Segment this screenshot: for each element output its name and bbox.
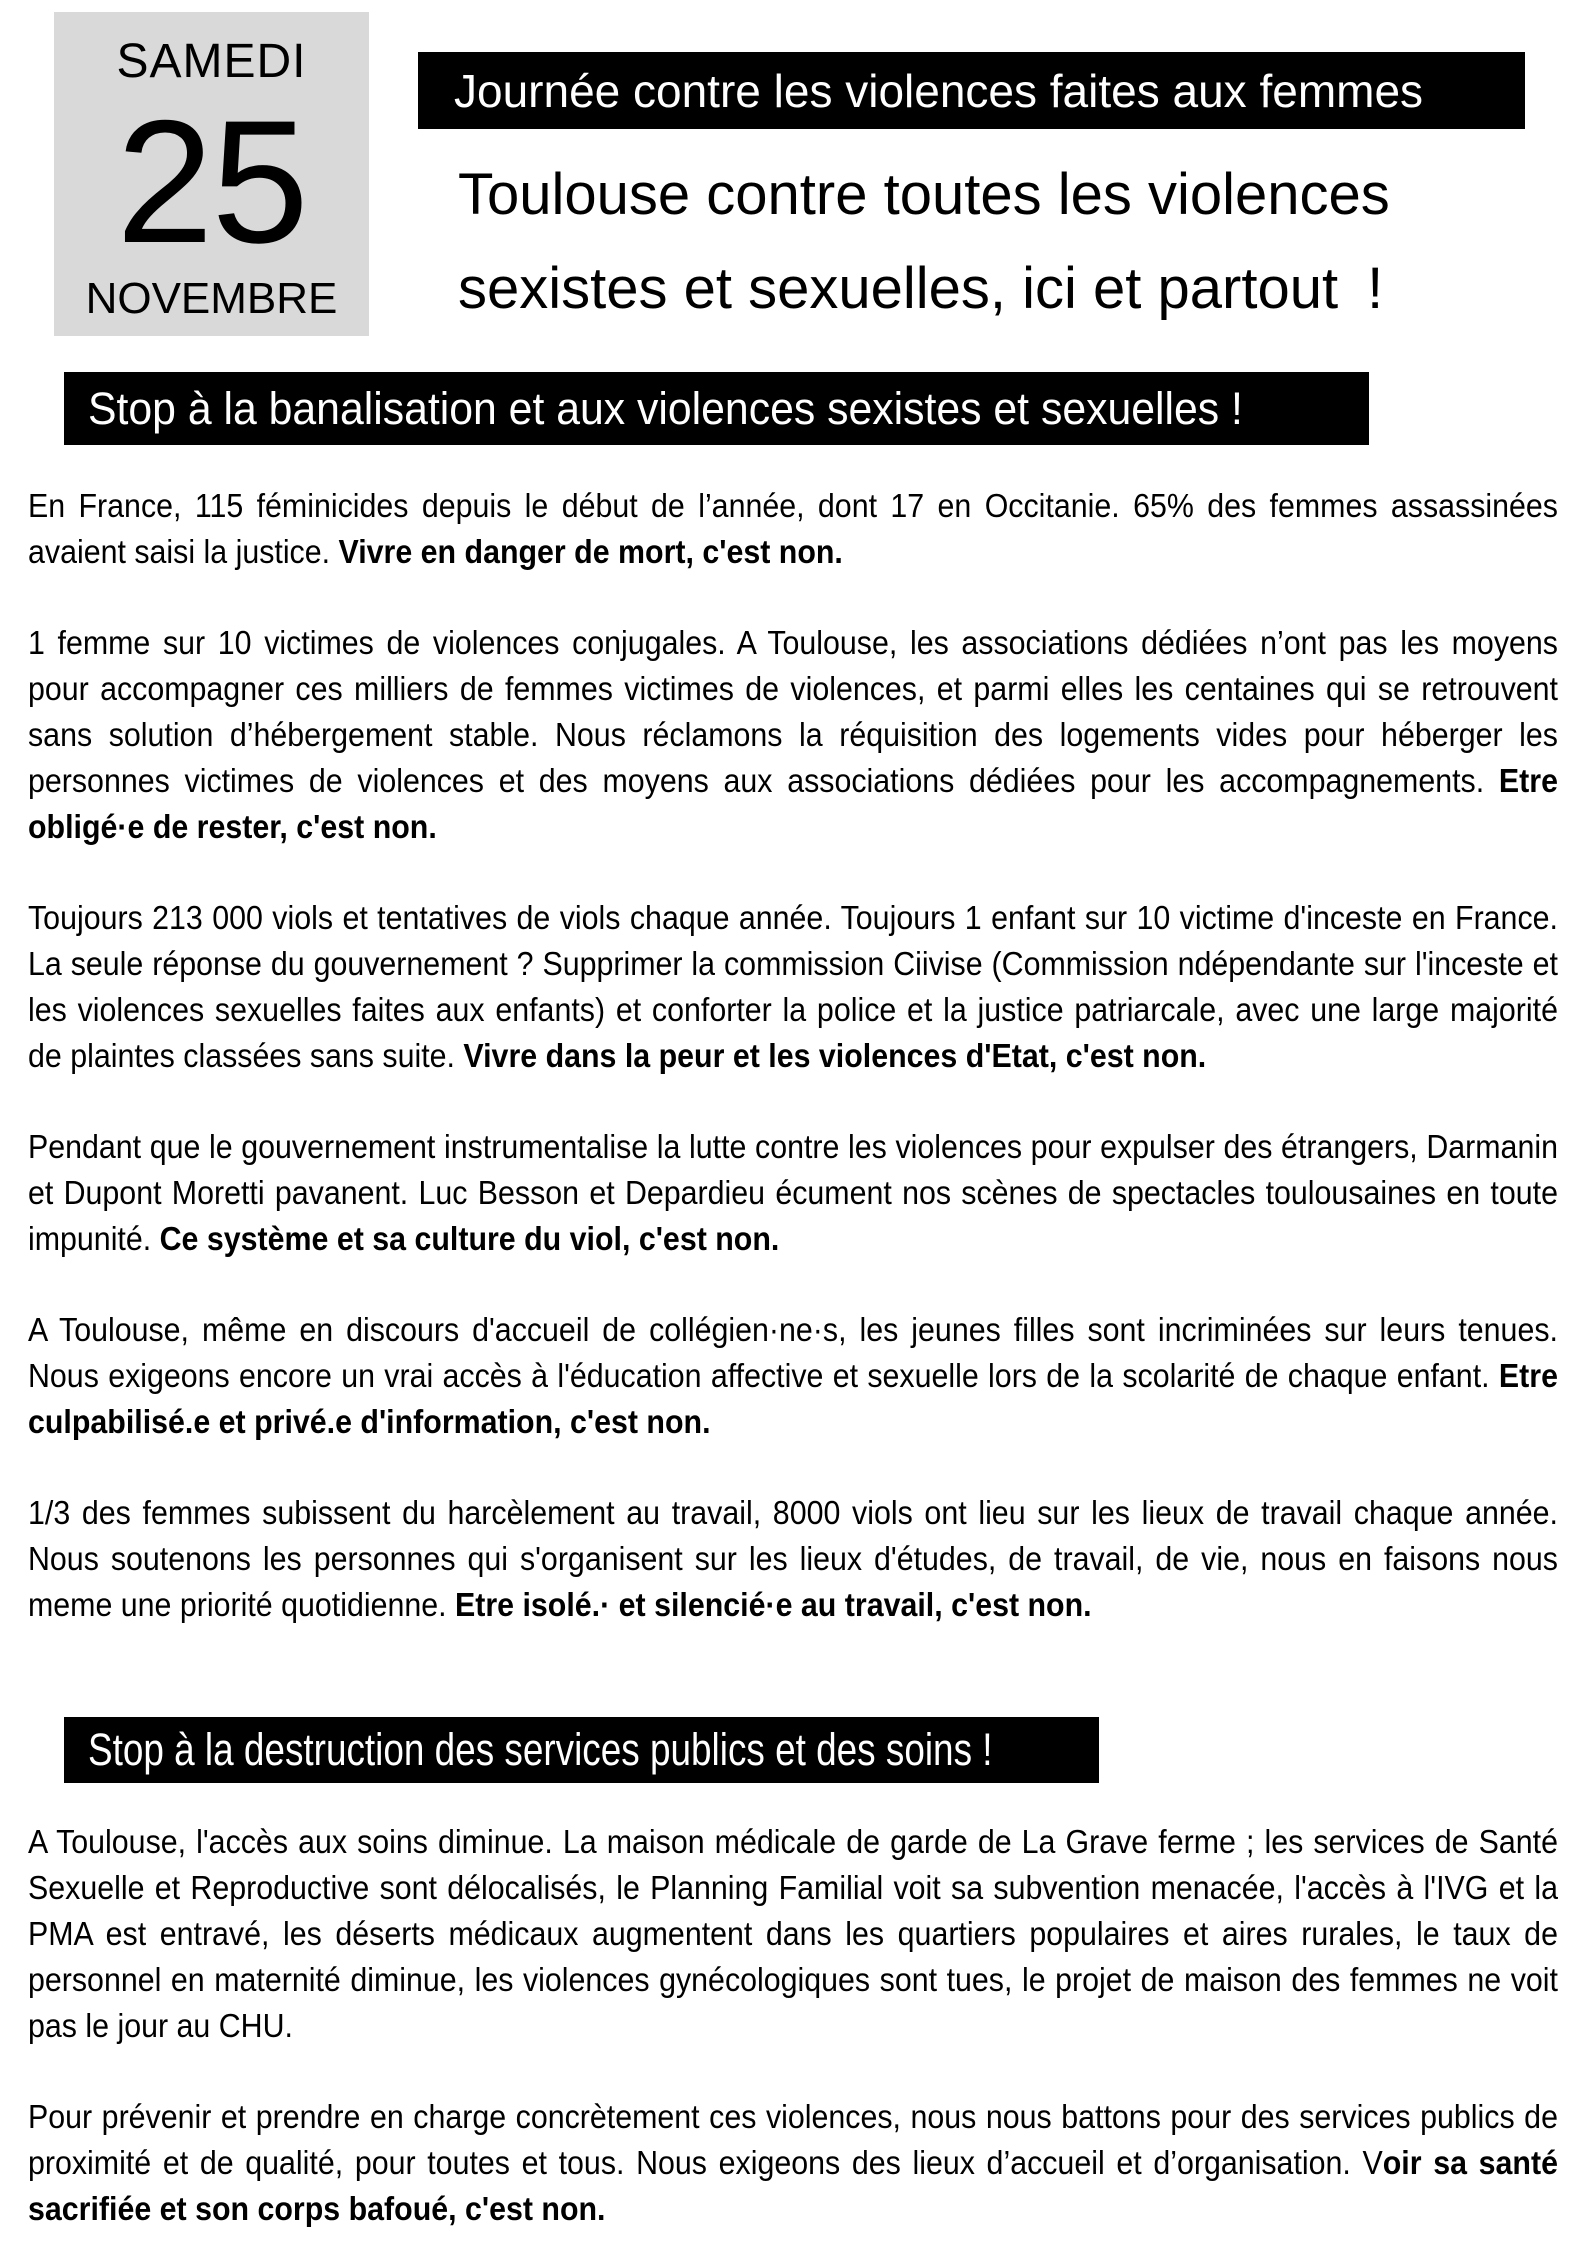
paragraph-services-publics [28, 2094, 1558, 2232]
paragraph-text: Pendant que le gouvernement instrumentalise la lutte contre les violences pour expulser des étrangers, Darmanin et Dupont Moretti pavanent. Luc Besson et Depardieu écument nos scènes de spectacles toulousaines en toute impunité. [28, 1128, 1558, 1257]
bold-slogan: Etre obligé·e de rester, c'est non. [28, 762, 1558, 845]
paragraph-text: En France, 115 féminicides depuis le début de l’année, dont 17 en Occitanie. 65% des femmes assassinées avaient saisi la justice. [28, 487, 1558, 570]
paragraph-viols-inceste [28, 895, 1558, 1079]
date-box [54, 12, 369, 336]
paragraph-travail [28, 1490, 1558, 1628]
bold-slogan: oir sa santé sacrifiée et son corps bafoué, c'est non. [28, 2144, 1558, 2227]
paragraph-text: 1/3 des femmes subissent du harcèlement au travail, 8000 viols ont lieu sur les lieux de travail chaque année. Nous soutenons les personnes qui s'organisent sur les lieux d'études, de travail, de vie, nous en faisons nous meme une priorité quotidienne. [28, 1494, 1558, 1623]
top-banner-text: Journée contre les violences faites aux femmes [454, 64, 1424, 117]
paragraph-education [28, 1307, 1558, 1445]
paragraph-text: A Toulouse, même en discours d'accueil de collégien·ne·s, les jeunes filles sont incriminées sur leurs tenues. Nous exigeons encore un vrai accès à l'éducation affective et sexuelle lors de la scolarité de chaque enfant. [28, 1311, 1558, 1394]
top-banner [418, 52, 1525, 129]
section-banner-banalisation [64, 372, 1369, 445]
paragraph-soins [28, 1819, 1558, 2049]
paragraph-gouvernement [28, 1124, 1558, 1262]
bold-slogan: Ce système et sa culture du viol, c'est non. [159, 1220, 780, 1257]
section-banner-services-publics [64, 1717, 1099, 1783]
section-banalisation-body [28, 483, 1558, 1628]
section-banner-banalisation-text: Stop à la banalisation et aux violences sexistes et sexuelles ! [88, 382, 1243, 434]
paragraph-text: Pour prévenir et prendre en charge concrètement ces violences, nous nous battons pour des services publics de proximité et de qualité, pour toutes et tous. Nous exigeons des lieux d’accueil et d’organisation. V [28, 2098, 1558, 2181]
paragraph-feminicides [28, 483, 1558, 575]
day-number: 25 [116, 85, 307, 280]
paragraph-text: 1 femme sur 10 victimes de violences conjugales. A Toulouse, les associations dédiées n’ont pas les moyens pour accompagner ces milliers de femmes victimes de violences, et parmi elles les centaines qui se retrouvent sans solution d’hébergement stable. Nous réclamons la réquisition des logements vides pour héberger les personnes victimes de violences et des moyens aux associations dédiées pour les accompagnements. [28, 624, 1558, 799]
paragraph-text: Toujours 213 000 viols et tentatives de viols chaque année. Toujours 1 enfant sur 10 victime d'inceste en France. La seule réponse du gouvernement ? Supprimer la commission Ciivise (Commission ndépendante sur l'inceste et les violences sexuelles faites aux enfants) et conforter la police et la justice patriarcale, avec une large majorité de plaintes classées sans suite. [28, 899, 1558, 1074]
bold-slogan: Etre culpabilisé.e et privé.e d'information, c'est non. [28, 1357, 1558, 1440]
bold-slogan: Vivre dans la peur et les violences d'Etat, c'est non. [463, 1037, 1207, 1074]
page-title [458, 148, 1390, 336]
section-services-publics-body [28, 1819, 1558, 2232]
paragraph-text: A Toulouse, l'accès aux soins diminue. La maison médicale de garde de La Grave ferme ; les services de Santé Sexuelle et Reproductive sont délocalisés, le Planning Familial voit sa subvention menacée, l'accès à l'IVG et la PMA est entravé, les déserts médicaux augmentent dans les quartiers populaires et aires rurales, le taux de personnel en maternité diminue, les violences gynécologiques sont tues, le projet de maison des femmes ne voit pas le jour au CHU. [28, 1823, 1558, 2044]
paragraph-violences-conjugales [28, 620, 1558, 850]
page-title-line-2: sexistes et sexuelles, ici et partout ! [458, 256, 1384, 321]
page-title-line-1: Toulouse contre toutes les violences [458, 162, 1390, 227]
bold-slogan: Vivre en danger de mort, c'est non. [338, 533, 843, 570]
section-banner-services-publics-text: Stop à la destruction des services publics et des soins ! [88, 1724, 993, 1775]
bold-slogan: Etre isolé.· et silencié·e au travail, c'est non. [454, 1586, 1092, 1623]
month-name: NOVEMBRE [85, 274, 338, 323]
day-name: SAMEDI [116, 35, 307, 88]
